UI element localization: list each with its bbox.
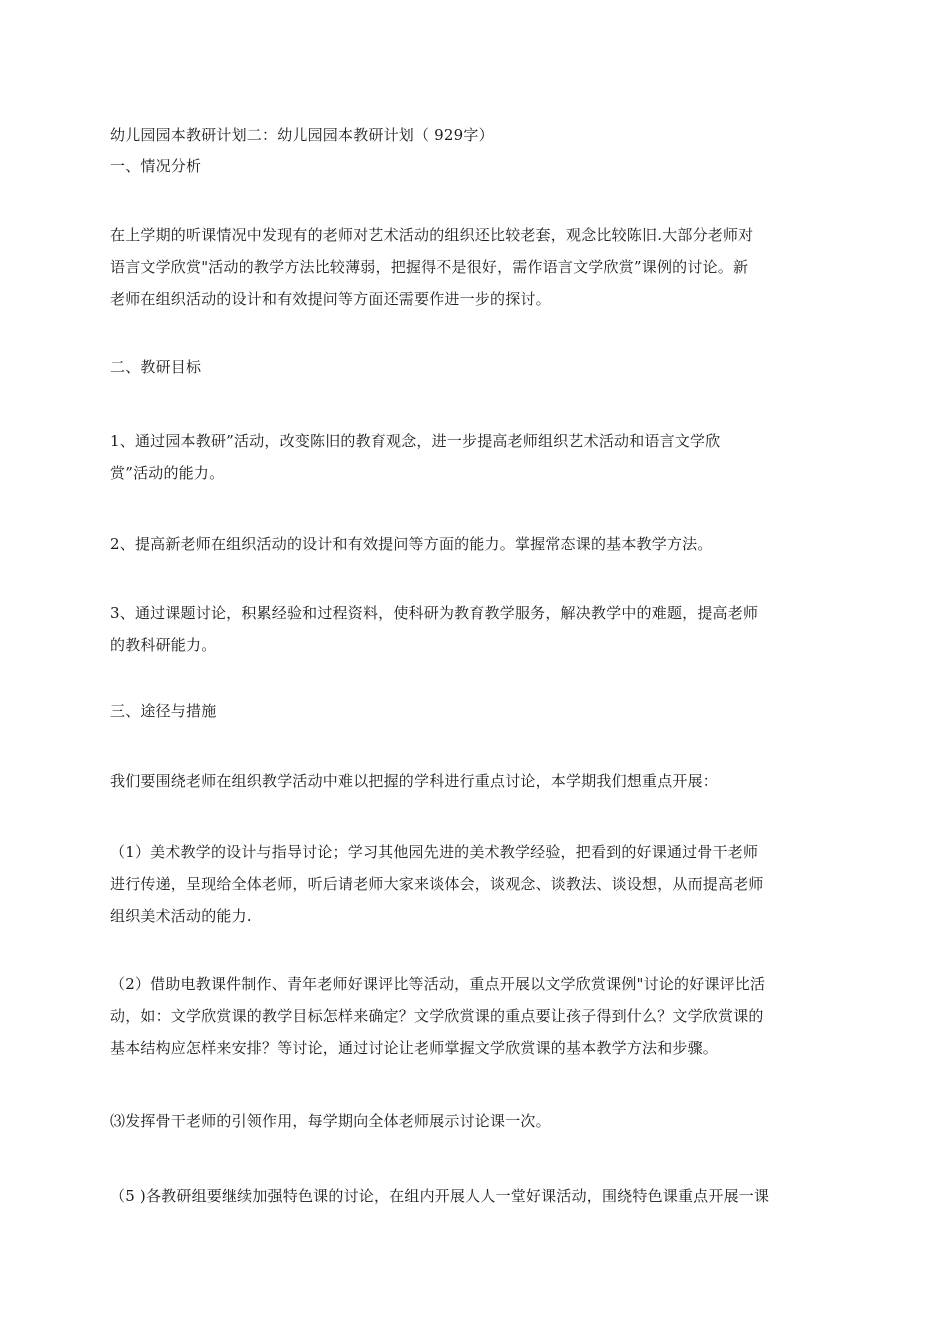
text-line: （2）借助电教课件制作、青年老师好课评比等活动，重点开展以文学欣赏课例"讨论的好课评比活 bbox=[110, 975, 766, 993]
text-line: ⑶发挥骨干老师的引领作用，每学期向全体老师展示讨论课一次。 bbox=[110, 1112, 551, 1130]
paragraph-measure-3 bbox=[110, 1105, 840, 1137]
paragraph-approach-intro bbox=[110, 765, 840, 797]
paragraph-measure-5 bbox=[110, 1180, 840, 1212]
paragraph-goal-3 bbox=[110, 597, 840, 661]
text-line: 老师在组织活动的设计和有效提问等方面还需要作进一步的探讨。 bbox=[110, 290, 551, 308]
text-line: 进行传递，呈现给全体老师，听后请老师大家来谈体会，谈观念、谈教法、谈设想，从而提高老师 bbox=[110, 875, 764, 893]
text-line: 1、通过园本教研”活动，改变陈旧的教育观念，进一步提高老师组织艺术活动和语言文学欣 bbox=[110, 432, 721, 450]
text-line: 3、通过课题讨论，积累经验和过程资料，使科研为教育教学服务，解决教学中的难题，提高老师 bbox=[110, 604, 759, 622]
text-line: 我们要围绕老师在组织教学活动中难以把握的学科进行重点讨论，本学期我们想重点开展： bbox=[110, 772, 719, 790]
document-title: 幼儿园园本教研计划二：幼儿园园本教研计划（ 929字） bbox=[110, 126, 494, 144]
text-line: 2、提高新老师在组织活动的设计和有效提问等方面的能力。掌握常态课的基本教学方法。 bbox=[110, 535, 713, 553]
text-line: 基本结构应怎样来安排？等讨论，通过讨论让老师掌握文学欣赏课的基本教学方法和步骤。 bbox=[110, 1039, 719, 1057]
paragraph-measure-1 bbox=[110, 836, 840, 932]
text-line: 赏”活动的能力。 bbox=[110, 464, 225, 482]
text-line: 的教科研能力。 bbox=[110, 636, 217, 654]
text-line: 语言文学欣赏"活动的教学方法比较薄弱，把握得不是很好，需作语言文学欣赏”课例的讨论。新 bbox=[110, 258, 749, 276]
text-line: 动，如：文学欣赏课的教学目标怎样来确定？文学欣赏课的重点要让孩子得到什么？文学欣赏课的 bbox=[110, 1007, 764, 1025]
section-heading-situation-analysis: 一、情况分析 bbox=[110, 157, 202, 175]
text-line: （1）美术教学的设计与指导讨论；学习其他园先进的美术教学经验，把看到的好课通过骨干老师 bbox=[110, 843, 759, 861]
paragraph-measure-2 bbox=[110, 968, 840, 1064]
paragraph-goal-2 bbox=[110, 528, 840, 560]
text-line: （5 )各教研组要继续加强特色课的讨论，在组内开展人人一堂好课活动，围绕特色课重点开展一课 bbox=[110, 1187, 770, 1205]
section-heading-research-goals: 二、教研目标 bbox=[110, 358, 202, 376]
text-line: 在上学期的听课情况中发现有的老师对艺术活动的组织还比较老套，观念比较陈旧.大部分老师对 bbox=[110, 226, 754, 244]
paragraph-goal-1 bbox=[110, 425, 840, 489]
paragraph-situation-analysis bbox=[110, 219, 840, 315]
text-line: 组织美术活动的能力. bbox=[110, 907, 252, 925]
section-heading-approaches-measures: 三、途径与措施 bbox=[110, 702, 217, 720]
